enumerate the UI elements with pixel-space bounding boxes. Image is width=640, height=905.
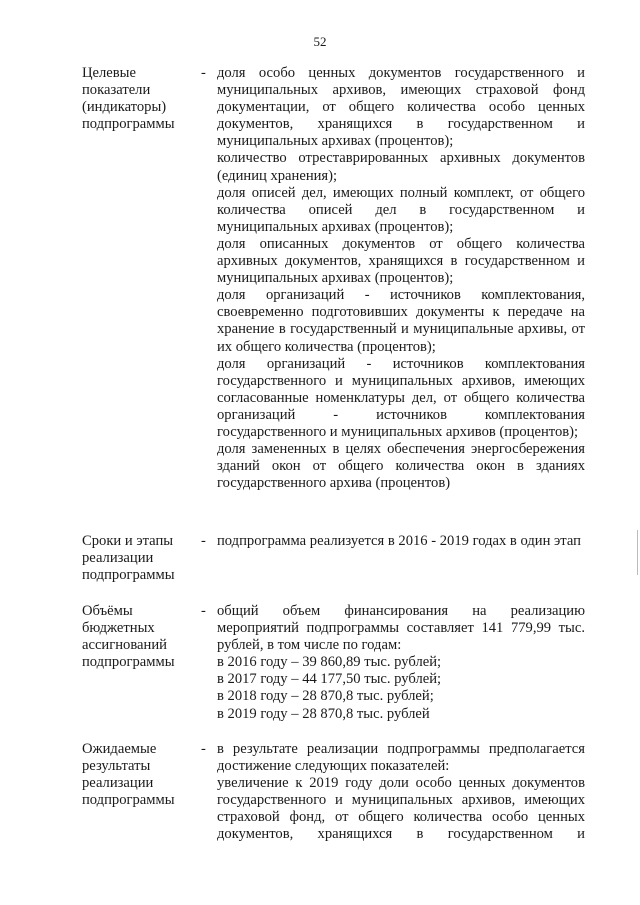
dash-marker: -: [201, 741, 206, 757]
label-line: подпрограммы: [82, 116, 175, 133]
dash-marker: -: [201, 533, 206, 549]
indicator-paragraph: доля описей дел, имеющих полный комплект, от общего количества описей дел в государственном и муниципальных архивах (процентов);: [217, 184, 585, 235]
label-line: Ожидаемые: [82, 741, 157, 757]
label-line: бюджетных: [82, 620, 155, 637]
indicator-paragraph: количество отреставрированных архивных документов (единиц хранения);: [217, 150, 585, 184]
label-line: реализации: [82, 775, 154, 792]
section-label: [82, 741, 194, 809]
results-paragraph: увеличение к 2019 году доли особо ценных документов государственного и муниципальных архивов, имеющих страховой фонд, от общего количества особо ценных документов, хранящихся в государственном и: [217, 775, 585, 843]
indicator-paragraph: доля замененных в целях обеспечения энергосбережения зданий окон от общего количества окон в зданиях государственного архива (процентов): [217, 441, 585, 492]
label-line: подпрограммы: [82, 792, 175, 809]
label-line: Сроки и этапы: [82, 533, 174, 549]
budget-year-line: в 2019 году – 28 870,8 тыс. рублей: [217, 705, 430, 722]
results-paragraph: в результате реализации подпрограммы предполагается достижение следующих показателей:: [217, 741, 585, 775]
terms-paragraph: подпрограмма реализуется в 2016 - 2019 годах в один этап: [217, 533, 581, 549]
budget-paragraph: общий объем финансирования на реализацию мероприятий подпрограммы составляет 141 779,99 тыс. рублей, в том числе по годам:: [217, 603, 585, 654]
label-line: подпрограммы: [82, 567, 175, 584]
label-line: реализации: [82, 550, 154, 567]
section-label: [82, 533, 194, 584]
section-label: [82, 603, 194, 671]
budget-year-line: в 2018 году – 28 870,8 тыс. рублей;: [217, 688, 434, 705]
label-line: показатели: [82, 82, 151, 99]
indicator-paragraph: доля описанных документов от общего количества архивных документов, хранящихся в государственном и муниципальных архивах (процентов);: [217, 235, 585, 287]
budget-year-line: в 2016 году – 39 860,89 тыс. рублей;: [217, 654, 442, 671]
indicator-paragraph: доля организаций - источников комплектования, своевременно подготовивших документы к передаче на хранение в государственный и муниципальные архивы, от их общего количества (процентов);: [217, 287, 585, 355]
label-line: Целевые: [82, 65, 136, 81]
section-content: [217, 533, 585, 550]
budget-year-line: в 2017 году – 44 177,50 тыс. рублей;: [217, 671, 442, 688]
label-line: подпрограммы: [82, 654, 175, 671]
section-label: [82, 65, 194, 133]
dash-marker: -: [201, 603, 206, 619]
indicator-paragraph: доля особо ценных документов государственного и муниципальных архивов, имеющих страховой фонд документации, от общего количества особо ценных документов, хранящихся в государственном и муниципальных архивах (процентов);: [217, 65, 585, 150]
label-line: результаты: [82, 758, 151, 775]
dash-marker: -: [201, 65, 206, 81]
label-line: Объёмы: [82, 603, 133, 619]
indicator-paragraph: доля организаций - источников комплектования государственного и муниципальных архивов, имеющих согласованные номенклатуры дел, от общего количества организаций - источников комплектования государственного и муниципальных архивов (процентов);: [217, 355, 585, 440]
section-content: [217, 603, 585, 723]
page-number: 52: [313, 34, 327, 49]
scan-edge-mark: [637, 530, 638, 575]
section-content: [217, 741, 585, 844]
label-line: ассигнований: [82, 637, 167, 654]
section-content: [217, 65, 585, 492]
label-line: (индикаторы): [82, 99, 167, 116]
